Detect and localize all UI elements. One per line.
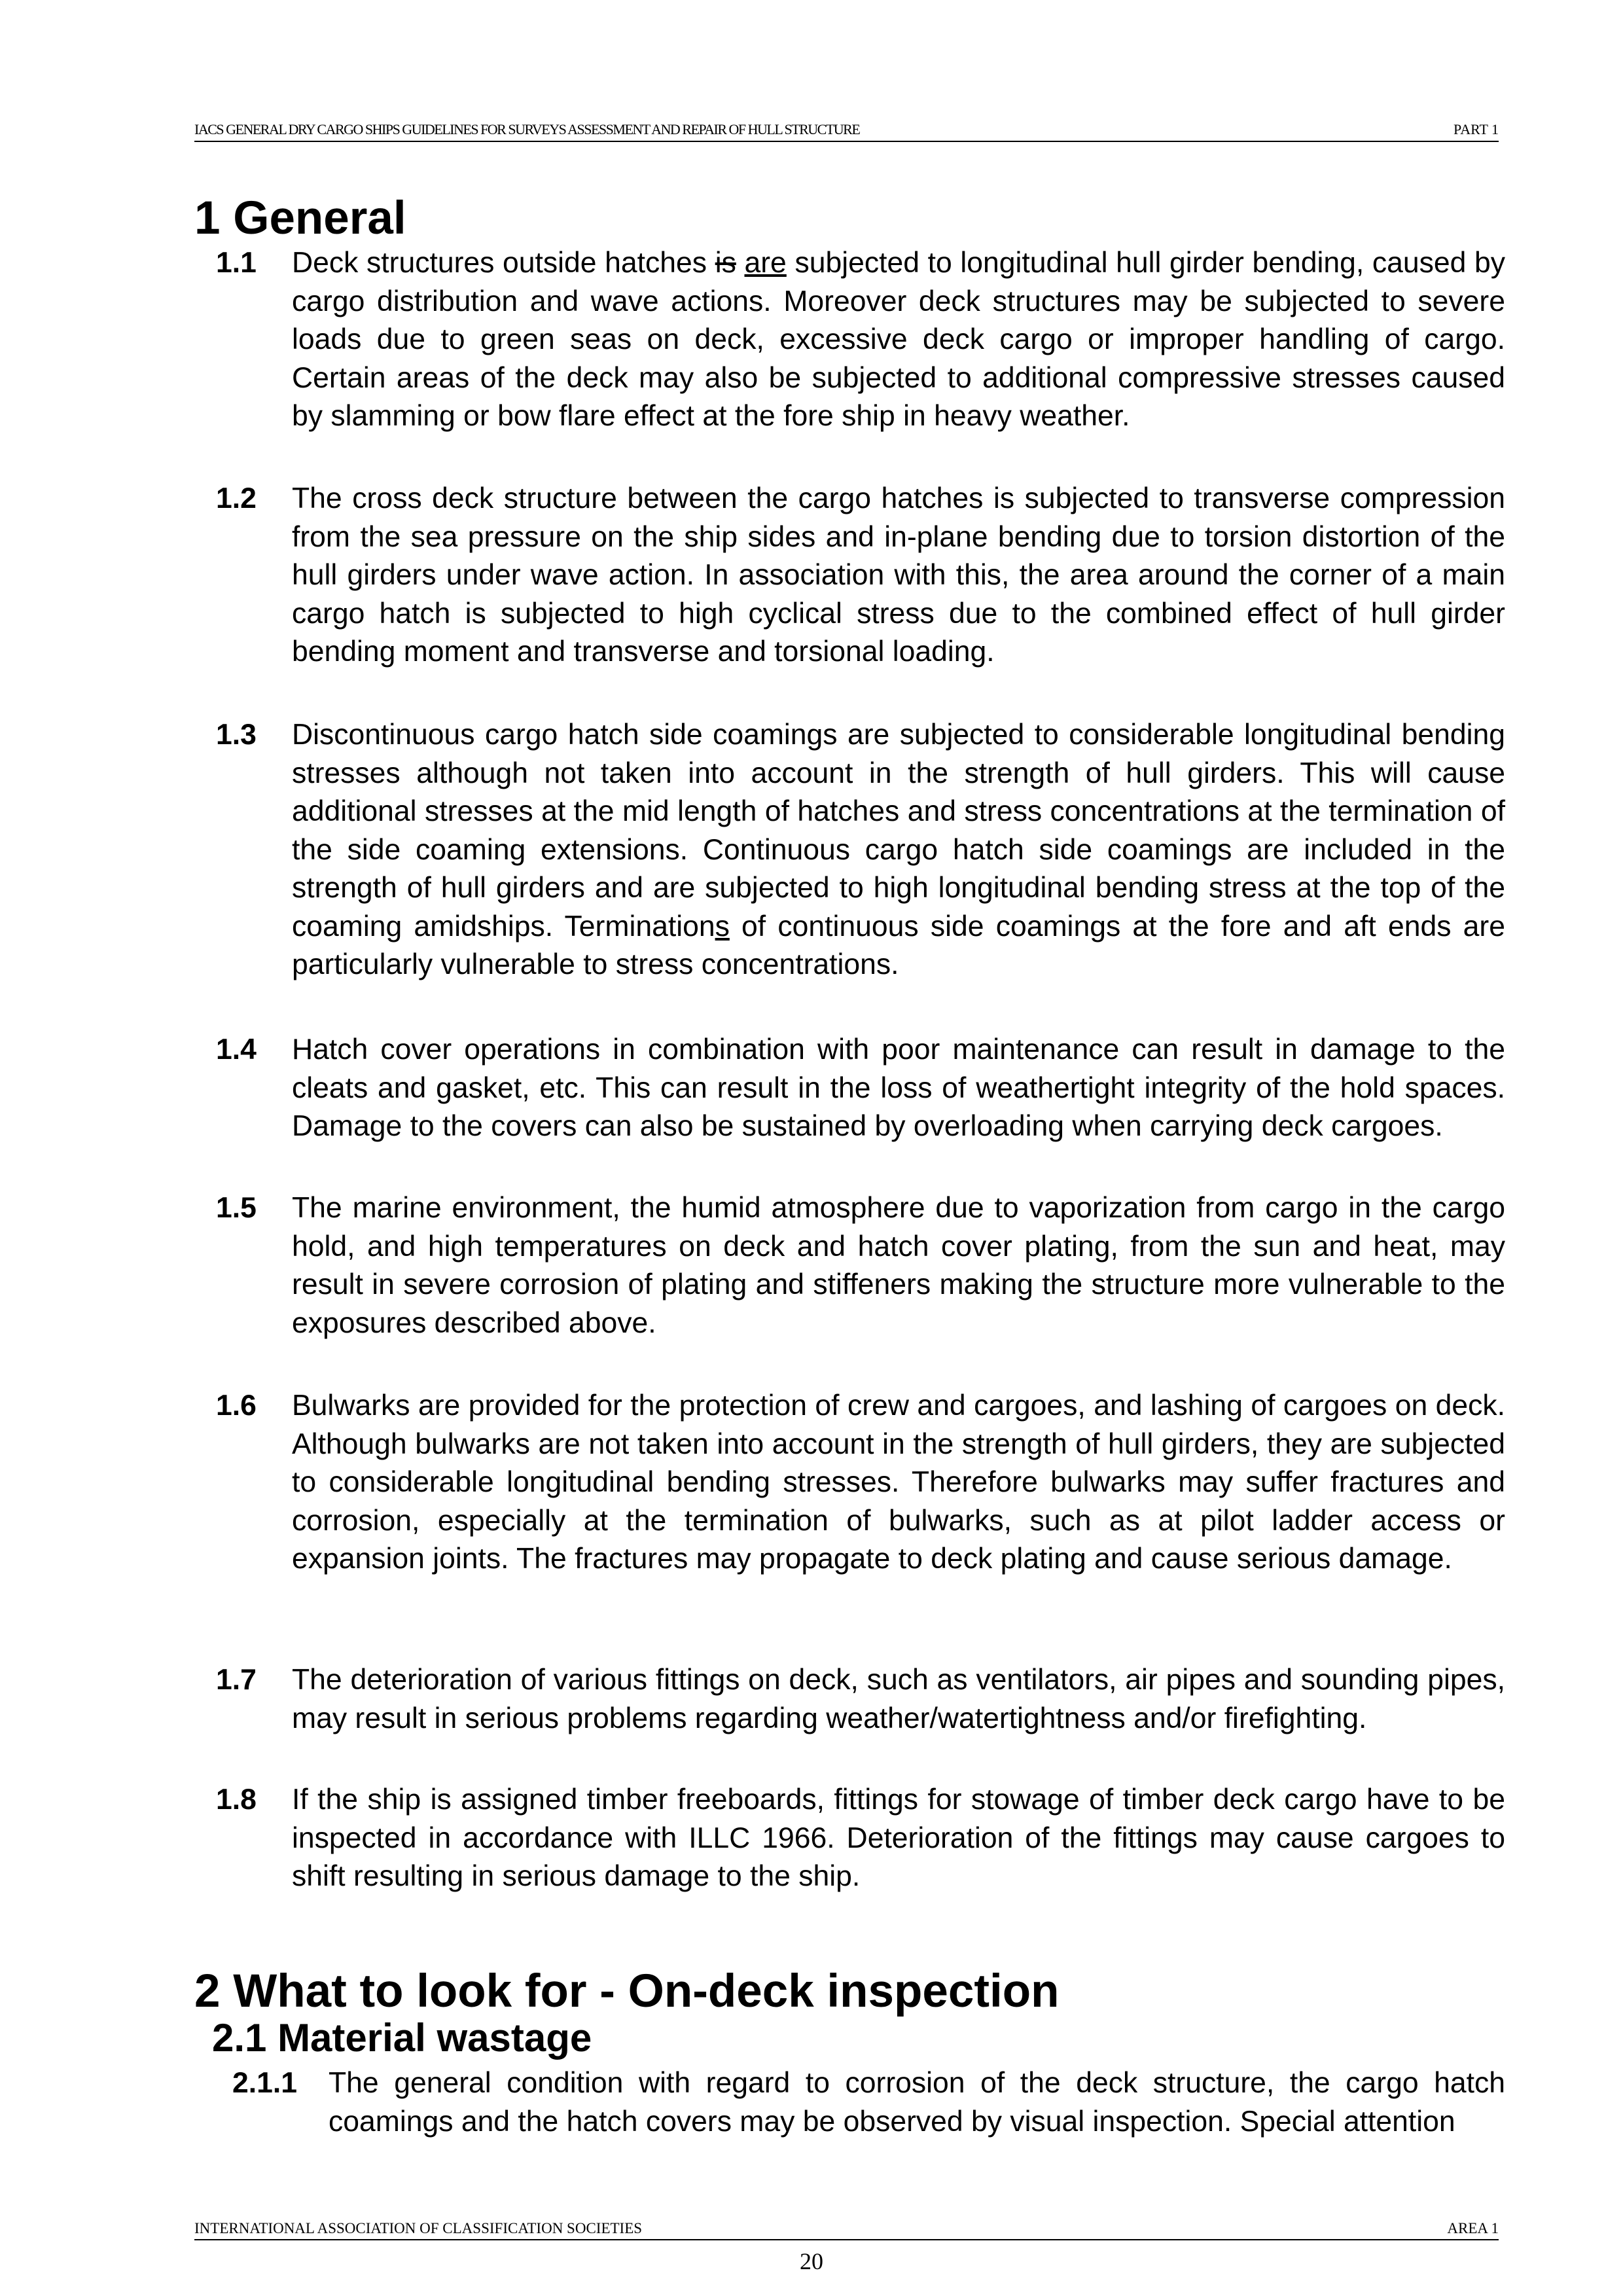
paragraph-number: 1.7	[216, 1664, 257, 1696]
paragraph-number: 1.5	[216, 1192, 257, 1224]
inserted-text: are	[744, 247, 787, 279]
paragraph-text: The cross deck structure between the cargo hatches is subjected to transverse compression from the sea pressure on the ship sides and in-plane bending due to torsion distortion of the hull girders under wave action. In association with this, the area around the corner of a main cargo hatch is subjected to high cyclical stress due to the combined effect of hull girder bending moment and transverse and torsional loading.	[292, 482, 1505, 668]
header-part: PART 1	[1454, 121, 1499, 137]
paragraph-1-6	[216, 1387, 1505, 1579]
paragraph-number: 1.8	[216, 1784, 257, 1816]
paragraph-text: Bulwarks are provided for the protection of crew and cargoes, and lashing of cargoes on deck. Although bulwarks are not taken into account in the strength of hull girders, they are subjected to considerable longitudinal bending stresses. Therefore bulwarks may suffer fractures and corrosion, especially at the termination of bulwarks, such as at pilot ladder access or expansion joints. The fractures may propagate to deck plating and cause serious damage.	[292, 1390, 1505, 1575]
subsection-2-1-heading: 2.1 Material wastage	[212, 2016, 592, 2060]
text-run	[736, 247, 745, 279]
paragraph-text: The general condition with regard to corrosion of the deck structure, the cargo hatch coamings and the hatch covers may be observed by visual inspection. Special attention	[329, 2067, 1505, 2138]
paragraph-1-7	[216, 1661, 1505, 1738]
paragraph-text	[292, 244, 1505, 436]
paragraph-number: 1.2	[216, 482, 257, 514]
paragraph-number: 2.1.1	[232, 2067, 297, 2099]
paragraph-1-8	[216, 1781, 1505, 1896]
paragraph-1-4	[216, 1031, 1505, 1146]
paragraph-text: Hatch cover operations in combination with poor maintenance can result in damage to the cleats and gasket, etc. This can result in the loss of weathertight integrity of the hold spaces. Damage to the covers can also be sustained by overloading when carrying deck cargoes.	[292, 1033, 1505, 1142]
text-run: Deck structures outside hatches	[292, 247, 715, 279]
footer-organization: INTERNATIONAL ASSOCIATION OF CLASSIFICATION SOCIETIES	[194, 2220, 643, 2236]
paragraph-text: If the ship is assigned timber freeboards, fittings for stowage of timber deck cargo have to be inspected in accordance with ILLC 1966. Deterioration of the fittings may cause cargoes to shift resulting in serious damage to the ship.	[292, 1784, 1505, 1892]
paragraph-text	[292, 716, 1505, 984]
page-header	[194, 120, 1499, 142]
header-title: IACS GENERAL DRY CARGO SHIPS GUIDELINES FOR SURVEYS ASSESSMENT AND REPAIR OF HULL STRUCTURE	[194, 121, 860, 137]
inserted-text: s	[715, 910, 730, 942]
paragraph-1-5	[216, 1189, 1505, 1342]
paragraph-text: The marine environment, the humid atmosphere due to vaporization from cargo in the cargo hold, and high temperatures on deck and hatch cover plating, from the sun and heat, may result in severe corrosion of plating and stiffeners making the structure more vulnerable to the exposures described above.	[292, 1192, 1505, 1339]
paragraph-number: 1.3	[216, 719, 257, 751]
paragraph-2-1-1	[232, 2064, 1505, 2141]
paragraph-number: 1.1	[216, 247, 257, 279]
paragraph-1-2	[216, 480, 1505, 672]
section-1-heading: 1 General	[194, 192, 406, 244]
paragraph-number: 1.6	[216, 1390, 257, 1422]
text-run: Discontinuous cargo hatch side coamings are subjected to considerable longitudinal bending stresses although not taken into account in the strength of hull girders. This will cause additional stresses at the mid length of hatches and stress concentrations at the termination of the side coaming extensions. Continuous cargo hatch side coamings are included in the strength of hull girders and are subjected to high longitudinal bending stress at the top of the coaming amidships. Termination	[292, 719, 1505, 942]
deleted-text: is	[715, 247, 736, 279]
page-number: 20	[800, 2248, 823, 2274]
text-run: of continuous side coamings at the fore and aft ends are particularly vulnerable to stress concentrations.	[292, 910, 1505, 980]
paragraph-1-1	[216, 244, 1505, 436]
paragraph-1-3	[216, 716, 1505, 984]
paragraph-number: 1.4	[216, 1033, 257, 1066]
page-footer	[194, 2219, 1499, 2240]
footer-area: AREA 1	[1447, 2220, 1499, 2236]
text-run: subjected to longitudinal hull girder bending, caused by cargo distribution and wave actions. Moreover deck structures may be subjected to severe loads due to green seas on deck, excessive deck cargo or improper handling of cargo. Certain areas of the deck may also be subjected to additional compressive stresses caused by slamming or bow flare effect at the fore ship in heavy weather.	[292, 247, 1505, 432]
paragraph-text: The deterioration of various fittings on deck, such as ventilators, air pipes and sounding pipes, may result in serious problems regarding weather/watertightness and/or firefighting.	[292, 1664, 1505, 1734]
section-2-heading: 2 What to look for - On-deck inspection	[194, 1965, 1060, 2017]
